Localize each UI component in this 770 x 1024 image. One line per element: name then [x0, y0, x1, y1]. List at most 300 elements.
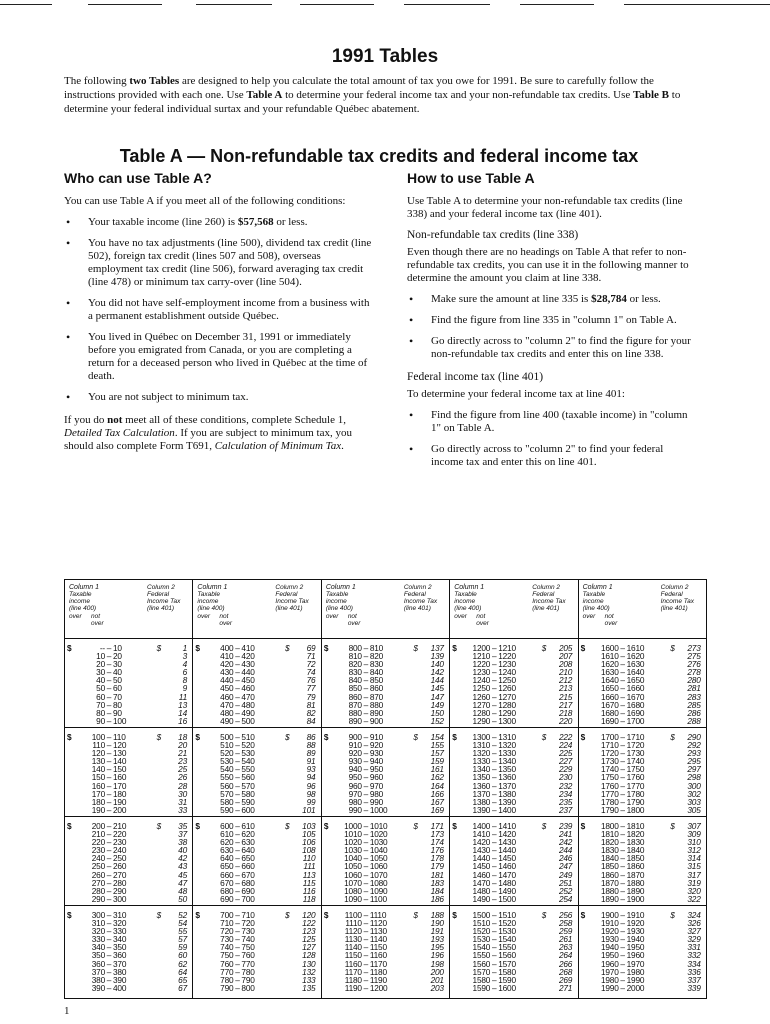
dollar-sign — [651, 773, 675, 781]
income-to: 660 — [241, 861, 255, 872]
income-from: 1000 — [344, 821, 362, 831]
tax-amount: 47 — [178, 877, 187, 888]
column-1-label: Taxable — [197, 591, 220, 598]
income-to: 1630 — [626, 659, 645, 670]
tax-amount: 135 — [302, 982, 316, 993]
dollar-sign — [579, 798, 591, 806]
income-from: 1560 — [472, 958, 491, 969]
dollar-sign — [579, 830, 591, 838]
range-dash: – — [363, 982, 369, 993]
tax-amount: 191 — [430, 926, 444, 937]
dollar-sign — [450, 806, 462, 814]
range-dash: – — [620, 861, 625, 872]
column-2-label: Federal — [147, 591, 170, 598]
income-to: 220 — [113, 829, 127, 840]
dollar-sign — [322, 879, 334, 887]
dollar-sign — [394, 879, 418, 887]
range-dash: – — [492, 707, 497, 718]
tax-amount: 154 — [430, 732, 444, 742]
income-to: 1780 — [626, 788, 645, 799]
tax-amount: 173 — [430, 829, 444, 840]
tax-amount: 142 — [430, 667, 444, 678]
income-to: 420 — [241, 651, 255, 662]
range-dash: – — [106, 821, 112, 831]
dollar-sign: $ — [195, 821, 200, 831]
tax-amount: 317 — [687, 869, 701, 880]
tax-amount: 91 — [306, 756, 316, 767]
tax-amount: 230 — [558, 772, 573, 783]
dollar-sign — [65, 709, 77, 717]
income-to: 1520 — [498, 918, 516, 929]
dollar-sign — [193, 895, 205, 903]
range-dash: – — [620, 845, 625, 856]
income-to: 170 — [113, 780, 127, 791]
tax-amount: 3 — [182, 651, 187, 662]
dollar-sign — [651, 846, 675, 854]
dollar-sign: $ — [541, 821, 547, 831]
tax-amount: 183 — [430, 877, 444, 888]
dollar-sign — [193, 968, 205, 976]
tax-amount: 48 — [178, 885, 187, 896]
range-dash: – — [492, 821, 497, 831]
range-dash: – — [492, 974, 497, 985]
income-to: 730 — [241, 926, 255, 937]
dollar-sign — [193, 741, 205, 749]
dollar-sign — [193, 790, 205, 798]
range-dash: – — [106, 683, 112, 694]
over-label: over — [197, 613, 211, 620]
income-from: 360 — [91, 958, 105, 969]
range-dash: – — [492, 910, 497, 920]
table-row — [65, 838, 192, 846]
income-from: 1070 — [344, 877, 362, 888]
table-group — [322, 728, 449, 817]
range-dash: – — [492, 756, 497, 767]
tax-amount: 249 — [558, 869, 573, 880]
column-1-title: Column 1 — [197, 584, 228, 591]
table-row — [193, 871, 320, 879]
income-from: 690 — [220, 893, 234, 904]
column-1-header — [197, 584, 269, 612]
column-2-header — [532, 584, 576, 612]
dollar-sign: $ — [452, 732, 457, 742]
range-dash: – — [235, 756, 240, 767]
dollar-sign — [394, 895, 418, 903]
range-dash: – — [363, 934, 369, 945]
income-from: 520 — [220, 748, 234, 759]
tax-amount: 132 — [302, 966, 316, 977]
table-row — [65, 733, 192, 741]
dollar-sign — [651, 838, 675, 846]
dollar-sign — [651, 798, 675, 806]
income-from: 790 — [220, 982, 234, 993]
range-dash: – — [106, 934, 112, 945]
income-from: 870 — [348, 699, 362, 710]
dollar-sign — [265, 879, 289, 887]
income-to: 1540 — [498, 934, 516, 945]
income-from: 910 — [348, 740, 362, 751]
table-group — [579, 639, 706, 728]
tax-amount: 137 — [430, 643, 444, 653]
income-from: 1770 — [600, 788, 619, 799]
table-row — [193, 782, 320, 790]
income-to: 570 — [241, 780, 255, 791]
range-dash: – — [363, 732, 369, 742]
dollar-sign — [579, 749, 591, 757]
income-from: 1490 — [472, 893, 491, 904]
tax-amount: 186 — [430, 893, 444, 904]
income-to: 1360 — [498, 772, 516, 783]
range-dash: – — [363, 821, 369, 831]
range-dash: – — [106, 942, 112, 953]
income-to: 1070 — [369, 869, 388, 880]
income-from: 190 — [91, 804, 105, 815]
range-dash: – — [492, 780, 497, 791]
table-row — [193, 790, 320, 798]
income-from: 1190 — [344, 982, 362, 993]
dollar-sign: $ — [670, 821, 675, 831]
dollar-sign — [193, 717, 205, 725]
tax-amount: 152 — [430, 715, 444, 726]
dollar-sign — [651, 984, 675, 992]
range-dash: – — [235, 707, 240, 718]
table-row — [65, 668, 192, 676]
income-from: 710 — [220, 918, 234, 929]
income-from: 640 — [220, 853, 234, 864]
column-1-title: Column 1 — [69, 584, 99, 591]
range-dash: – — [363, 756, 369, 767]
dollar-sign — [265, 976, 289, 984]
column-2-title: Column 2 — [532, 584, 561, 591]
dollar-sign: $ — [67, 732, 72, 742]
dollar-sign — [193, 935, 205, 943]
income-from: 1380 — [472, 796, 491, 807]
range-dash: – — [620, 926, 625, 937]
range-dash: – — [492, 732, 497, 742]
income-to: 1390 — [498, 796, 516, 807]
tax-amount: 336 — [687, 966, 701, 977]
income-from: 1160 — [344, 958, 362, 969]
range-dash: – — [235, 796, 240, 807]
table-row — [65, 935, 192, 943]
income-to: 1050 — [369, 853, 388, 864]
range-dash: – — [620, 821, 625, 831]
range-dash: – — [106, 715, 112, 726]
dollar-sign — [322, 862, 334, 870]
range-dash: – — [235, 893, 240, 904]
range-dash: – — [235, 869, 240, 880]
dollar-sign — [193, 862, 205, 870]
table-row — [65, 660, 192, 668]
column-1-label: income — [325, 598, 347, 605]
dollar-sign — [394, 684, 418, 692]
dollar-sign — [394, 887, 418, 895]
range-dash: – — [235, 699, 240, 710]
tax-amount: 195 — [430, 942, 444, 953]
income-to: 960 — [369, 772, 384, 783]
dollar-sign — [137, 927, 161, 935]
dollar-sign: $ — [323, 821, 329, 831]
dollar-sign — [394, 951, 418, 959]
dollar-sign — [137, 968, 161, 976]
income-from: 540 — [220, 764, 234, 775]
income-to: 1450 — [498, 853, 516, 864]
income-to: 20 — [113, 651, 122, 662]
tax-amount: 145 — [430, 683, 444, 694]
dollar-sign — [522, 668, 546, 676]
income-from: 1420 — [472, 837, 491, 848]
income-to: 1570 — [498, 958, 516, 969]
income-from: 470 — [220, 699, 234, 710]
table-row — [65, 676, 192, 684]
dollar-sign — [193, 846, 205, 854]
tax-amount: 45 — [178, 869, 187, 880]
dollar-sign — [193, 830, 205, 838]
income-from: 1820 — [600, 837, 619, 848]
range-dash: – — [235, 837, 240, 848]
income-from: 730 — [220, 934, 234, 945]
dollar-sign: $ — [580, 643, 586, 653]
income-from: 1870 — [600, 877, 619, 888]
dollar-sign — [394, 782, 418, 790]
dollar-sign — [579, 838, 591, 846]
income-to: 710 — [241, 910, 255, 920]
tax-amount: 334 — [687, 958, 701, 969]
income-from: 1970 — [600, 966, 619, 977]
income-to: 1300 — [498, 715, 516, 726]
table-header — [579, 580, 706, 639]
range-dash: – — [106, 893, 112, 904]
dollar-sign — [394, 976, 418, 984]
table-row — [65, 895, 192, 903]
column-1-label: Taxable — [582, 591, 606, 598]
tax-amount: 295 — [687, 756, 701, 767]
range-dash: – — [492, 918, 497, 929]
income-to: 460 — [241, 683, 255, 694]
column-2-label: Income Tax — [660, 598, 694, 605]
dollar-sign — [65, 701, 77, 709]
income-to: 360 — [113, 950, 127, 961]
range-dash: – — [106, 780, 112, 791]
dollar-sign — [65, 741, 77, 749]
income-to: 1090 — [369, 885, 388, 896]
dollar-sign — [651, 887, 675, 895]
dollar-sign — [265, 960, 289, 968]
tax-amount: 305 — [687, 804, 701, 815]
top-rule — [404, 4, 490, 5]
dollar-sign — [265, 798, 289, 806]
income-from: 1260 — [472, 691, 491, 702]
income-to: 1550 — [498, 942, 516, 953]
column-1-label: (line 400) — [69, 605, 97, 612]
dollar-sign — [265, 871, 289, 879]
dollar-sign — [193, 871, 205, 879]
tax-amount: 244 — [558, 845, 573, 856]
dollar-sign — [579, 984, 591, 992]
dollar-sign — [522, 879, 546, 887]
income-to: 260 — [113, 861, 127, 872]
income-from: 290 — [91, 893, 105, 904]
dollar-sign — [579, 701, 591, 709]
income-to: 250 — [113, 853, 127, 864]
dollar-sign — [450, 976, 462, 984]
list-item: • Your taxable income (line 260) is $57,568 or less. — [64, 216, 374, 229]
dollar-sign — [193, 838, 205, 846]
income-to: 50 — [113, 675, 122, 686]
income-to: 600 — [241, 804, 255, 815]
income-to: 740 — [241, 934, 255, 945]
dollar-sign: $ — [323, 910, 329, 920]
dollar-sign — [322, 984, 334, 992]
dollar-sign — [322, 668, 334, 676]
column-1-header — [69, 584, 141, 612]
dollar-sign — [394, 960, 418, 968]
dollar-sign — [522, 895, 546, 903]
dollar-sign — [522, 684, 546, 692]
range-dash: – — [620, 837, 625, 848]
not-over-label: not over — [219, 613, 233, 627]
table-row — [65, 927, 192, 935]
income-to: 1490 — [498, 885, 516, 896]
income-from: 1360 — [472, 780, 491, 791]
income-to: 1030 — [369, 837, 388, 848]
range-dash: – — [620, 910, 625, 920]
table-column-block — [450, 580, 578, 998]
tax-amount: 155 — [430, 740, 444, 751]
dollar-sign — [322, 660, 334, 668]
income-to: 1870 — [626, 869, 645, 880]
table-row — [193, 676, 320, 684]
table-row — [65, 790, 192, 798]
tax-amount: 213 — [558, 683, 573, 694]
range-dash: – — [492, 926, 497, 937]
table-group — [193, 906, 320, 995]
income-to: 550 — [241, 764, 255, 775]
dollar-sign — [137, 895, 161, 903]
income-to: 930 — [369, 748, 384, 759]
income-to: 1500 — [498, 893, 516, 904]
tax-amount: 254 — [558, 893, 573, 904]
range-dash: – — [492, 885, 497, 896]
intro-paragraph: The following two Tables are designed to help you calculate the total amount of tax you owe for 1991. Be sure to carefully follow the instructions provided with each one. Use Table A to determine your federal income tax and your non-refundable tax credits. Use Table B to determine your federal individual surtax and your refundable Québec abatement. — [64, 75, 681, 115]
dollar-sign — [579, 773, 591, 781]
income-from: 130 — [91, 756, 105, 767]
income-to: 1040 — [369, 845, 388, 856]
table-row — [193, 887, 320, 895]
range-dash: – — [106, 982, 112, 993]
range-dash: – — [106, 732, 112, 742]
income-from: 590 — [220, 804, 234, 815]
dollar-sign — [322, 709, 334, 717]
range-dash: – — [620, 643, 625, 653]
dollar-sign — [322, 887, 334, 895]
dollar-sign — [193, 984, 205, 992]
table-row — [450, 717, 577, 725]
tax-amount: 72 — [306, 659, 316, 670]
dollar-sign — [651, 701, 675, 709]
dollar-sign — [265, 693, 289, 701]
range-dash: – — [620, 788, 625, 799]
tax-amount: 140 — [430, 659, 444, 670]
dollar-sign — [193, 652, 205, 660]
income-to: 670 — [241, 869, 255, 880]
table-row — [65, 984, 192, 992]
income-to: 1820 — [626, 829, 645, 840]
tax-amount: 174 — [430, 837, 444, 848]
income-from: 1330 — [472, 756, 491, 767]
range-dash: – — [106, 699, 112, 710]
income-to: 1640 — [626, 667, 645, 678]
dollar-sign — [394, 854, 418, 862]
tax-amount: 232 — [558, 780, 573, 791]
income-from: 160 — [91, 780, 105, 791]
range-dash: – — [363, 788, 369, 799]
income-to: 1750 — [626, 764, 645, 775]
tax-amount: 201 — [430, 974, 444, 985]
tax-amount: 339 — [687, 982, 701, 993]
column-2-label: Federal — [532, 591, 555, 598]
dollar-sign — [450, 749, 462, 757]
income-to: 1410 — [498, 821, 516, 831]
dollar-sign — [322, 652, 334, 660]
income-to: 1510 — [498, 910, 516, 920]
dollar-sign — [65, 798, 77, 806]
income-to: 410 — [241, 643, 255, 653]
income-to: 500 — [241, 715, 255, 726]
income-to: 790 — [241, 974, 255, 985]
range-dash: – — [106, 910, 112, 920]
income-from: 830 — [348, 667, 362, 678]
tax-amount: 14 — [178, 707, 187, 718]
income-to: 1260 — [498, 683, 516, 694]
dollar-sign — [193, 782, 205, 790]
dollar-sign — [65, 652, 77, 660]
tax-amount: 215 — [558, 691, 573, 702]
income-from: 780 — [220, 974, 234, 985]
dollar-sign — [137, 862, 161, 870]
dollar-sign — [450, 895, 462, 903]
range-dash: – — [363, 715, 369, 726]
dollar-sign — [522, 782, 546, 790]
dollar-sign — [579, 960, 591, 968]
table-row — [65, 798, 192, 806]
table-group — [579, 817, 706, 906]
income-from: 1610 — [600, 651, 619, 662]
income-to: 680 — [241, 877, 255, 888]
range-dash: – — [235, 982, 240, 993]
tax-amount: 64 — [178, 966, 187, 977]
range-dash: – — [106, 651, 112, 662]
dollar-sign — [394, 984, 418, 992]
income-to: 180 — [113, 788, 127, 799]
range-dash: – — [492, 659, 497, 670]
dollar-sign — [450, 854, 462, 862]
income-to: 1150 — [369, 942, 387, 953]
income-to: 1020 — [369, 829, 388, 840]
table-row — [65, 822, 192, 830]
income-from: 670 — [220, 877, 234, 888]
tax-amount: 310 — [687, 837, 701, 848]
dollar-sign — [193, 765, 205, 773]
income-from: 1650 — [600, 683, 619, 694]
dollar-sign — [65, 765, 77, 773]
tax-amount: 235 — [558, 796, 573, 807]
dollar-sign — [65, 887, 77, 895]
income-from: 1230 — [472, 667, 491, 678]
range-dash: – — [620, 869, 625, 880]
dollar-sign — [137, 887, 161, 895]
column-1-label: (line 400) — [454, 605, 482, 612]
